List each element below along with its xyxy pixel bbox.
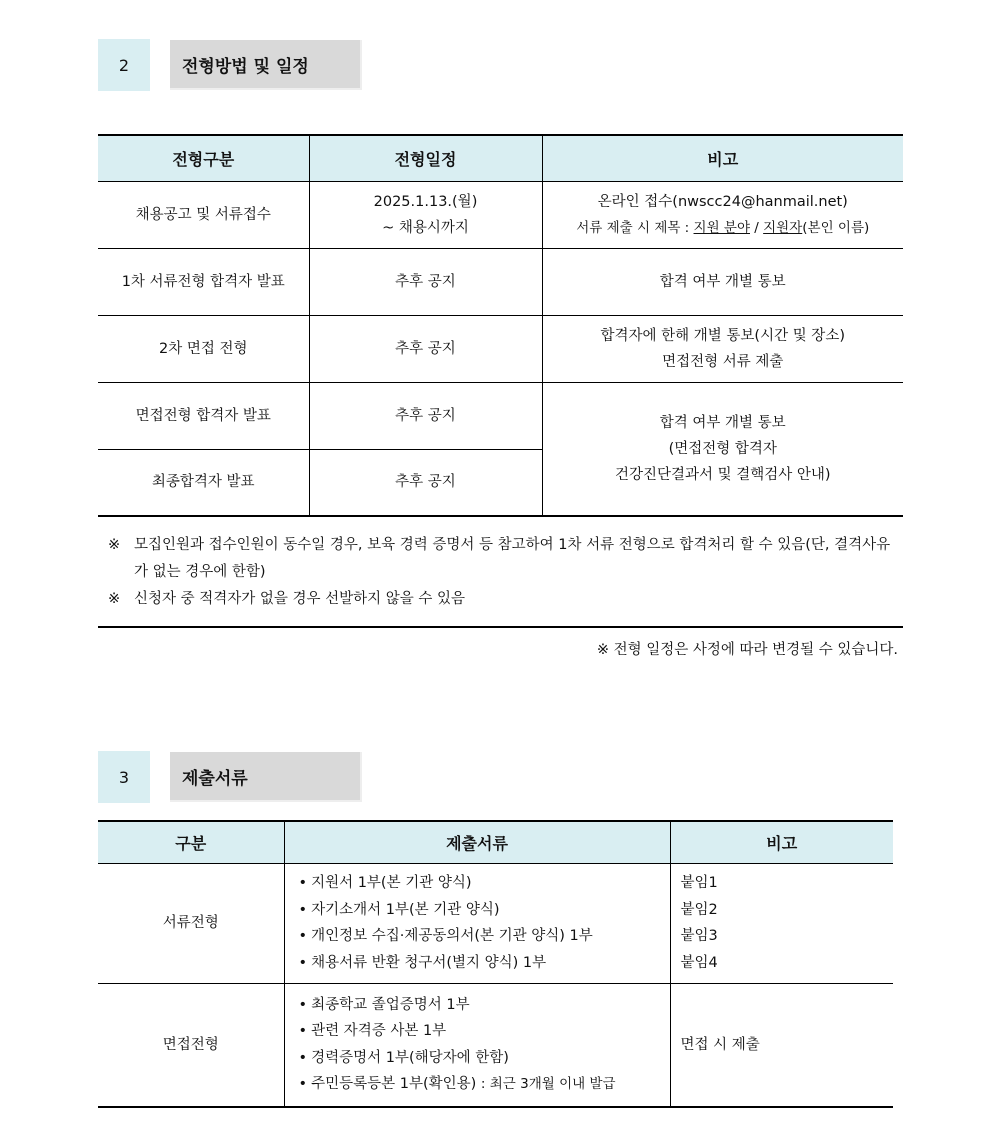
note-cell: 면접 시 제출 bbox=[670, 983, 893, 1107]
section-title: 전형방법 및 일정 bbox=[170, 40, 362, 90]
docs-cell bbox=[284, 863, 670, 983]
category-cell: 면접전형 bbox=[98, 983, 284, 1107]
schedule-cell: 추후 공지 bbox=[309, 382, 542, 449]
table-row bbox=[98, 315, 903, 382]
bullet: • bbox=[298, 928, 308, 944]
document-name: 최종학교 졸업증명서 1부 bbox=[311, 996, 470, 1013]
documents-table bbox=[98, 820, 893, 1108]
attachment-label: 붙임2 bbox=[680, 901, 718, 918]
section-number: 3 bbox=[98, 751, 150, 803]
subject-sep: / bbox=[750, 219, 764, 236]
reference-mark: ※ bbox=[108, 537, 121, 553]
note-text: 면접전형 서류 제출 bbox=[662, 353, 784, 370]
bullet: • bbox=[298, 901, 308, 918]
list-item bbox=[299, 1045, 666, 1072]
category-cell: 면접전형 합격자 발표 bbox=[98, 382, 309, 449]
subject-name: 지원자 bbox=[763, 219, 803, 236]
column-header: 구분 bbox=[98, 821, 284, 863]
document-detail: : 최근 3개월 이내 발급 bbox=[480, 1076, 616, 1093]
schedule-cell: 추후 공지 bbox=[309, 449, 542, 516]
category-cell: 1차 서류전형 합격자 발표 bbox=[98, 248, 309, 315]
document-list bbox=[289, 870, 666, 976]
docs-cell bbox=[284, 983, 670, 1107]
divider bbox=[98, 626, 903, 628]
column-header: 비고 bbox=[670, 821, 893, 863]
attachment-label: 붙임4 bbox=[680, 954, 718, 971]
note-text: 온라인 접수(nwscc24@hanmail.net) bbox=[597, 193, 848, 210]
bullet: • bbox=[298, 875, 308, 891]
note-text: (면접전형 합격자 bbox=[668, 440, 777, 457]
column-header: 전형구분 bbox=[98, 135, 309, 181]
schedule-cell: 추후 공지 bbox=[309, 248, 542, 315]
document-name: 지원서 1부(본 기관 양식) bbox=[311, 875, 472, 891]
table-header-row bbox=[98, 135, 903, 181]
document-list bbox=[289, 992, 666, 1098]
bullet: • bbox=[298, 954, 308, 971]
attachment-label: 붙임3 bbox=[680, 928, 718, 944]
notes-list bbox=[98, 532, 898, 613]
schedule-cell bbox=[309, 181, 542, 248]
column-header: 전형일정 bbox=[309, 135, 542, 181]
document-name: 채용서류 반환 청구서(별지 양식) 1부 bbox=[311, 954, 547, 971]
table-row bbox=[98, 181, 903, 248]
note-item bbox=[98, 586, 898, 613]
subject-format bbox=[547, 215, 900, 241]
merged-note-cell bbox=[542, 382, 903, 516]
table-row bbox=[98, 863, 893, 983]
note-text: 신청자 중 적격자가 없을 경우 선발하지 않을 수 있음 bbox=[134, 591, 466, 607]
list-item bbox=[299, 950, 666, 977]
table-row bbox=[98, 382, 903, 449]
subject-field: 지원 분야 bbox=[693, 219, 750, 236]
list-item bbox=[299, 1018, 666, 1045]
note-text: 건강진단결과서 및 결핵검사 안내) bbox=[614, 466, 831, 483]
category-cell: 서류전형 bbox=[98, 863, 284, 983]
document-name: 주민등록등본 1부(확인용) bbox=[311, 1076, 481, 1093]
schedule-text: 2025.1.13.(월) bbox=[373, 193, 478, 210]
list-item bbox=[299, 992, 666, 1019]
note-cell: 합격 여부 개별 통보 bbox=[542, 248, 903, 315]
list-item bbox=[299, 870, 666, 897]
bullet: • bbox=[298, 996, 308, 1013]
schedule-table bbox=[98, 134, 903, 517]
note-cell bbox=[670, 863, 893, 983]
bullet: • bbox=[298, 1049, 308, 1066]
bullet: • bbox=[298, 1023, 308, 1040]
note-text: 합격자에 한해 개별 통보(시간 및 장소) bbox=[600, 327, 845, 344]
category-cell: 2차 면접 전형 bbox=[98, 315, 309, 382]
category-cell: 최종합격자 발표 bbox=[98, 449, 309, 516]
note-text: 모집인원과 접수인원이 동수일 경우, 보육 경력 증명서 등 참고하여 1차 서류 전형으로 합격처리 할 수 있음(단, 결격사유가 없는 경우에 한함) bbox=[134, 537, 891, 580]
attachment-label: 붙임1 bbox=[680, 875, 718, 891]
document-name: 경력증명서 1부(해당자에 한함) bbox=[311, 1049, 509, 1066]
reference-mark: ※ bbox=[108, 591, 121, 607]
note-text: 합격 여부 개별 통보 bbox=[659, 414, 786, 431]
bullet: • bbox=[298, 1076, 308, 1093]
list-item bbox=[299, 897, 666, 924]
section-title: 제출서류 bbox=[170, 752, 362, 802]
section-number: 2 bbox=[98, 39, 150, 91]
note-cell bbox=[542, 315, 903, 382]
subject-suffix: (본인 이름) bbox=[802, 219, 870, 236]
document-name: 자기소개서 1부(본 기관 양식) bbox=[311, 901, 500, 918]
column-header: 비고 bbox=[542, 135, 903, 181]
note-item bbox=[98, 532, 898, 586]
table-row bbox=[98, 248, 903, 315]
schedule-cell: 추후 공지 bbox=[309, 315, 542, 382]
note-cell bbox=[542, 181, 903, 248]
list-item bbox=[299, 1071, 666, 1098]
schedule-change-note: ※ 전형 일정은 사정에 따라 변경될 수 있습니다. bbox=[596, 642, 898, 658]
table-header-row bbox=[98, 821, 893, 863]
column-header: 제출서류 bbox=[284, 821, 670, 863]
document-name: 관련 자격증 사본 1부 bbox=[311, 1023, 447, 1040]
table-row bbox=[98, 983, 893, 1107]
document-name: 개인정보 수집·제공동의서(본 기관 양식) 1부 bbox=[311, 928, 593, 944]
list-item bbox=[299, 923, 666, 950]
schedule-text: ~ 채용시까지 bbox=[382, 219, 469, 236]
category-cell: 채용공고 및 서류접수 bbox=[98, 181, 309, 248]
subject-prefix: 서류 제출 시 제목 : bbox=[576, 219, 694, 236]
